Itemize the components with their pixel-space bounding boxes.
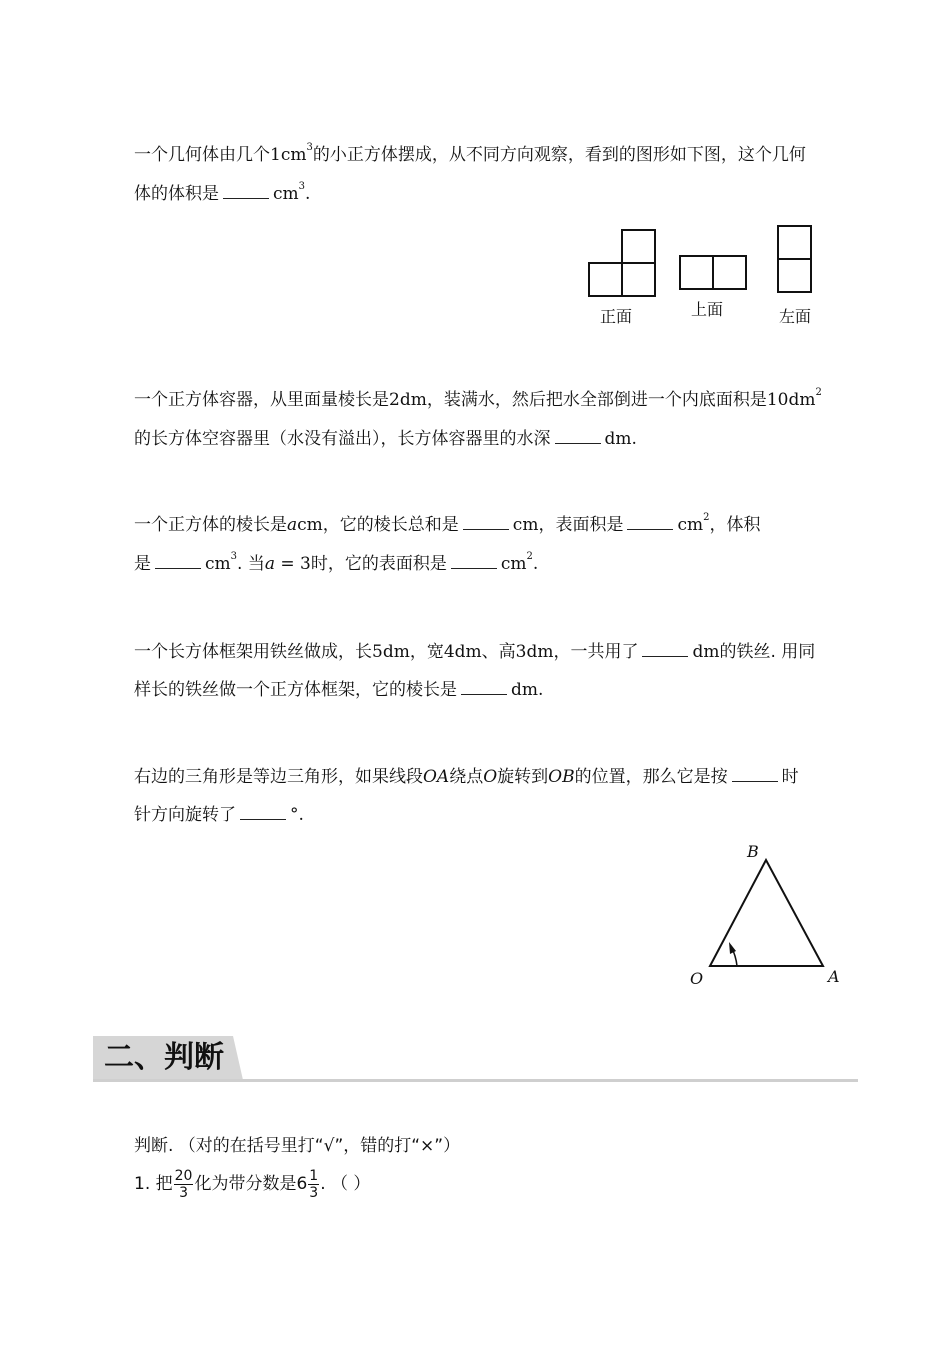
q2-line1 <box>134 388 822 412</box>
q4-text: 一个长方体框架用铁丝做成，长 <box>134 642 372 662</box>
fraction-numerator: 1 <box>309 1167 319 1184</box>
q4-text: ，一共用了 <box>553 642 639 662</box>
q2-text: 一个正方体容器，从里面量棱长是 <box>134 390 389 410</box>
q1-line1 <box>134 143 806 167</box>
answer-blank[interactable] <box>451 552 497 569</box>
q2-value: 2dm <box>389 390 427 410</box>
q3-unit: cm <box>205 554 231 574</box>
q2-end: . <box>631 429 637 449</box>
q5-math: OB <box>548 767 575 787</box>
q4-text: ，宽 <box>409 642 444 662</box>
q2-text: 的长方体空容器里（水没有溢出），长方体容器里的水深 <box>134 429 551 449</box>
q5-end: °. <box>290 805 304 825</box>
answer-blank[interactable] <box>463 513 509 530</box>
q4-line2 <box>134 678 543 702</box>
q3-end: . <box>532 554 539 574</box>
q2-unit: dm <box>604 429 632 449</box>
view-label-top: 上面 <box>691 300 724 319</box>
q4-value: 3dm <box>515 642 554 662</box>
judge-text: 1. 把 <box>134 1174 173 1194</box>
q1-text: 的小正方体摆成，从不同方向观察，看到的图形如下图，这个几何 <box>312 145 806 165</box>
q3-text: ，体积 <box>709 515 761 535</box>
fraction <box>174 1168 194 1201</box>
q3-exp: 2 <box>526 551 533 563</box>
q3-var: a <box>287 515 298 535</box>
answer-blank[interactable] <box>555 427 601 444</box>
q3-text: ，它的棱长总和是 <box>322 515 459 535</box>
q3-unit: cm <box>677 515 704 535</box>
q2-exp: 2 <box>815 387 822 399</box>
q3-var: a <box>264 554 275 574</box>
q4-line1 <box>134 640 815 664</box>
q1-text: 体的体积是 <box>134 184 219 204</box>
q5-text: 右边的三角形是等边三角形，如果线段 <box>134 767 423 787</box>
q4-end: . <box>538 680 544 700</box>
q5-text: 时 <box>781 767 799 787</box>
q3-text: . 当 <box>237 554 265 574</box>
q5-line2 <box>134 803 304 827</box>
q2-text: ，装满水，然后把水全部倒进一个内底面积是 <box>426 390 767 410</box>
q5-text: 绕点 <box>449 767 484 787</box>
q3-unit: cm <box>297 515 323 535</box>
answer-blank[interactable] <box>642 640 688 657</box>
q3-unit: cm <box>500 554 527 574</box>
q5-text: 的位置，那么它是按 <box>574 767 728 787</box>
answer-blank[interactable] <box>732 765 778 782</box>
answer-blank[interactable] <box>155 552 201 569</box>
mixed-fraction <box>308 1168 319 1201</box>
label-o: O <box>690 969 704 988</box>
q2-line2 <box>134 427 637 451</box>
q3-unit: cm <box>512 515 539 535</box>
q2-value: 10dm <box>766 390 816 410</box>
q4-text: 的铁丝. 用同 <box>719 642 816 662</box>
answer-blank[interactable] <box>223 182 269 199</box>
q3-text: 一个正方体的棱长是 <box>134 515 287 535</box>
triangle <box>710 860 823 966</box>
judge-intro: 判断. （对的在括号里打“√”，错的打“×”） <box>134 1136 461 1156</box>
fraction-numerator: 20 <box>174 1167 193 1184</box>
arrow-icon <box>729 942 736 954</box>
q4-unit: dm <box>692 642 720 662</box>
q1-text: 一个几何体由几个 <box>134 145 270 165</box>
q3-text: 是 <box>134 554 151 574</box>
q3-text: ，表面积是 <box>538 515 624 535</box>
view-label-front: 正面 <box>600 307 633 326</box>
q3-exp: 2 <box>703 512 710 524</box>
q4-value: 4dm <box>443 642 482 662</box>
mixed-whole: 6 <box>296 1174 308 1194</box>
q5-text: 针方向旋转了 <box>134 805 236 825</box>
q1-unit: 1cm <box>270 145 307 165</box>
answer-blank[interactable] <box>240 803 286 820</box>
section-title: 二、判断 <box>104 1040 224 1075</box>
q5-line1 <box>134 765 799 789</box>
q3-line1 <box>134 513 760 537</box>
q1-exp: 3 <box>306 142 313 154</box>
answer-blank[interactable] <box>461 678 507 695</box>
q1-exp: 3 <box>298 181 306 193</box>
q1-end: . <box>305 184 311 204</box>
answer-parentheses[interactable]: . （ ） <box>320 1174 371 1194</box>
q3-line2 <box>134 552 538 576</box>
q4-value: 5dm <box>372 642 410 662</box>
fraction-denominator: 3 <box>179 1184 188 1201</box>
q4-text: 、高 <box>481 642 516 662</box>
q5-math: O <box>483 767 498 787</box>
judge-item-1 <box>134 1162 370 1206</box>
judge-text: 化为带分数是 <box>194 1174 297 1194</box>
label-b: B <box>747 842 759 861</box>
q1-unit: cm <box>273 184 299 204</box>
q3-text: 时，它的表面积是 <box>310 554 447 574</box>
view-label-left: 左面 <box>779 307 812 326</box>
q3-eq: = 3 <box>274 554 311 574</box>
q5-math: OA <box>423 767 450 787</box>
q1-line2 <box>134 182 310 206</box>
answer-blank[interactable] <box>627 513 673 530</box>
q4-unit: dm <box>511 680 539 700</box>
label-a: A <box>828 967 840 986</box>
q4-text: 样长的铁丝做一个正方体框架，它的棱长是 <box>134 680 457 700</box>
q3-exp: 3 <box>230 551 238 563</box>
triangle-figure <box>680 838 850 998</box>
fraction-denominator: 3 <box>309 1184 319 1201</box>
q5-text: 旋转到 <box>497 767 549 787</box>
